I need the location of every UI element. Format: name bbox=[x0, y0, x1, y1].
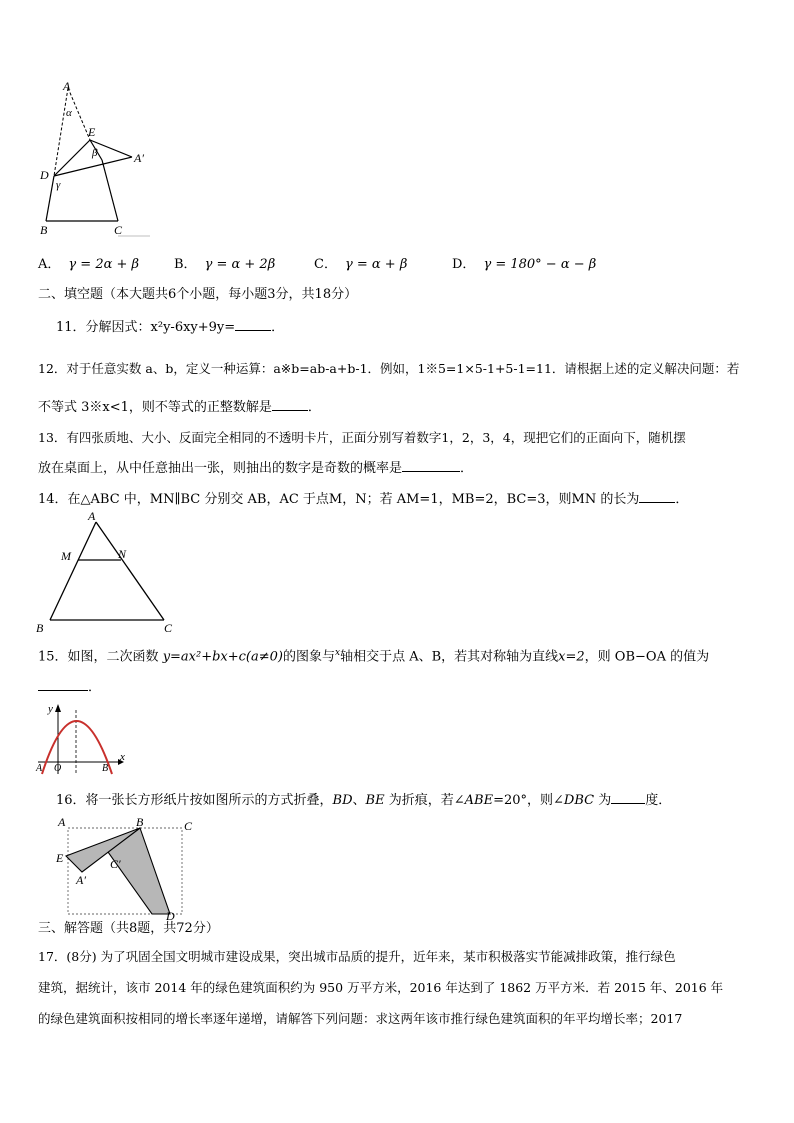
answer-blank[interactable] bbox=[235, 318, 271, 331]
label-n: N bbox=[118, 547, 127, 561]
q11-text: 11．分解因式：x²y-6xy+9y= bbox=[56, 320, 236, 335]
section-2-heading: 二、填空题（本大题共6个小题，每小题3分，共18分） bbox=[38, 287, 358, 302]
label-a: A bbox=[36, 763, 43, 774]
question-12-line-2: 不等式 3※x<1，则不等式的正整数解是 ． bbox=[38, 400, 321, 415]
answer-blank[interactable] bbox=[272, 398, 308, 411]
label-m: M bbox=[61, 549, 71, 563]
question-17-line-1: 17．(8分) 为了巩固全国文明城市建设成果，突出城市品质的提升，近年来，某市积极落实节能减排政策，推行绿色 bbox=[38, 949, 676, 964]
option-formula: γ = 2α + β bbox=[68, 257, 140, 272]
question-12-line-1: 12．对于任意实数 a、b，定义一种运算：a※b=ab-a+b-1．例如，1※5=1×5-1+5-1=11．请根据上述的定义解决问题：若 bbox=[38, 361, 740, 376]
question-17-line-2: 建筑，据统计，该市 2014 年的绿色建筑面积约为 950 万平方米，2016 年达到了 1862 万平方米．若 2015 年、2016 年 bbox=[38, 980, 724, 995]
question-13-line-2: 放在桌面上，从中任意抽出一张，则抽出的数字是奇数的概率是 ． bbox=[38, 461, 474, 476]
label-c-prime: C′ bbox=[110, 857, 121, 871]
answer-blank[interactable] bbox=[639, 490, 675, 503]
option-letter: D． bbox=[452, 257, 476, 272]
option-formula: γ = 180° − α − β bbox=[483, 257, 597, 272]
label-c: C bbox=[164, 621, 173, 635]
label-b: B bbox=[40, 223, 48, 237]
option-letter: C． bbox=[314, 257, 337, 272]
answer-blank[interactable] bbox=[402, 459, 460, 472]
q10-option-a bbox=[38, 257, 139, 273]
option-formula: γ = α + β bbox=[344, 257, 408, 272]
label-a-prime: A′ bbox=[76, 873, 86, 887]
label-e: E bbox=[56, 851, 64, 865]
question-15-blank: ． bbox=[38, 678, 101, 696]
figure-q16 bbox=[52, 812, 202, 920]
option-formula: γ = α + 2β bbox=[204, 257, 276, 272]
label-a-prime: A′ bbox=[134, 151, 144, 165]
answer-blank[interactable] bbox=[38, 678, 88, 691]
q10-option-b bbox=[174, 257, 275, 273]
label-e: E bbox=[88, 125, 96, 139]
question-16: 16．将一张长方形纸片按如图所示的方式折叠，BD、BE 为折痕，若∠ABE=20°，则∠DBC 为 度． bbox=[56, 793, 672, 808]
label-o: O bbox=[54, 763, 62, 774]
label-beta: β bbox=[92, 147, 98, 159]
label-alpha: α bbox=[66, 107, 72, 119]
label-a: A bbox=[63, 79, 71, 93]
question-15: 15．如图，二次函数 y=ax²+bx+c(a≠0)的图象与$^x$轴相交于点 A、B，若其对称轴为直线x=2，则 OB−OA 的值为 bbox=[38, 648, 710, 665]
label-d: D bbox=[40, 168, 49, 182]
q10-option-d bbox=[452, 257, 596, 273]
label-a: A bbox=[88, 509, 96, 523]
question-13-line-1: 13．有四张质地、大小、反面完全相同的不透明卡片，正面分别写着数字1，2，3，4，现把它们的正面向下，随机摆 bbox=[38, 430, 686, 445]
label-c: C bbox=[184, 819, 193, 833]
answer-blank[interactable] bbox=[611, 791, 645, 804]
section-3-heading: 三、解答题（共8题，共72分） bbox=[38, 921, 219, 936]
label-gamma: γ bbox=[56, 179, 61, 191]
figure-q15 bbox=[34, 698, 134, 780]
figure-q10 bbox=[30, 78, 160, 240]
label-y: y bbox=[48, 703, 53, 715]
label-b: B bbox=[136, 815, 144, 829]
q10-option-c bbox=[314, 257, 407, 273]
label-b: B bbox=[102, 763, 109, 774]
label-b: B bbox=[36, 621, 44, 635]
question-14: 14．在△ABC 中，MN∥BC 分别交 AB，AC 于点M，N；若 AM=1，MB=2，BC=3，则MN 的长为 ． bbox=[38, 492, 689, 507]
option-letter: A． bbox=[38, 257, 61, 272]
label-c: C bbox=[114, 223, 123, 237]
label-d: D bbox=[166, 909, 175, 920]
option-letter: B． bbox=[174, 257, 197, 272]
question-11: 11．分解因式：x²y-6xy+9y= ． bbox=[56, 320, 285, 335]
label-a: A bbox=[58, 815, 66, 829]
question-17-line-3: 的绿色建筑面积按相同的增长率逐年递增，请解答下列问题：求这两年该市推行绿色建筑面积的年平均增长率；2017 bbox=[38, 1011, 683, 1026]
label-x: x bbox=[120, 751, 125, 763]
figure-q14 bbox=[34, 508, 184, 636]
